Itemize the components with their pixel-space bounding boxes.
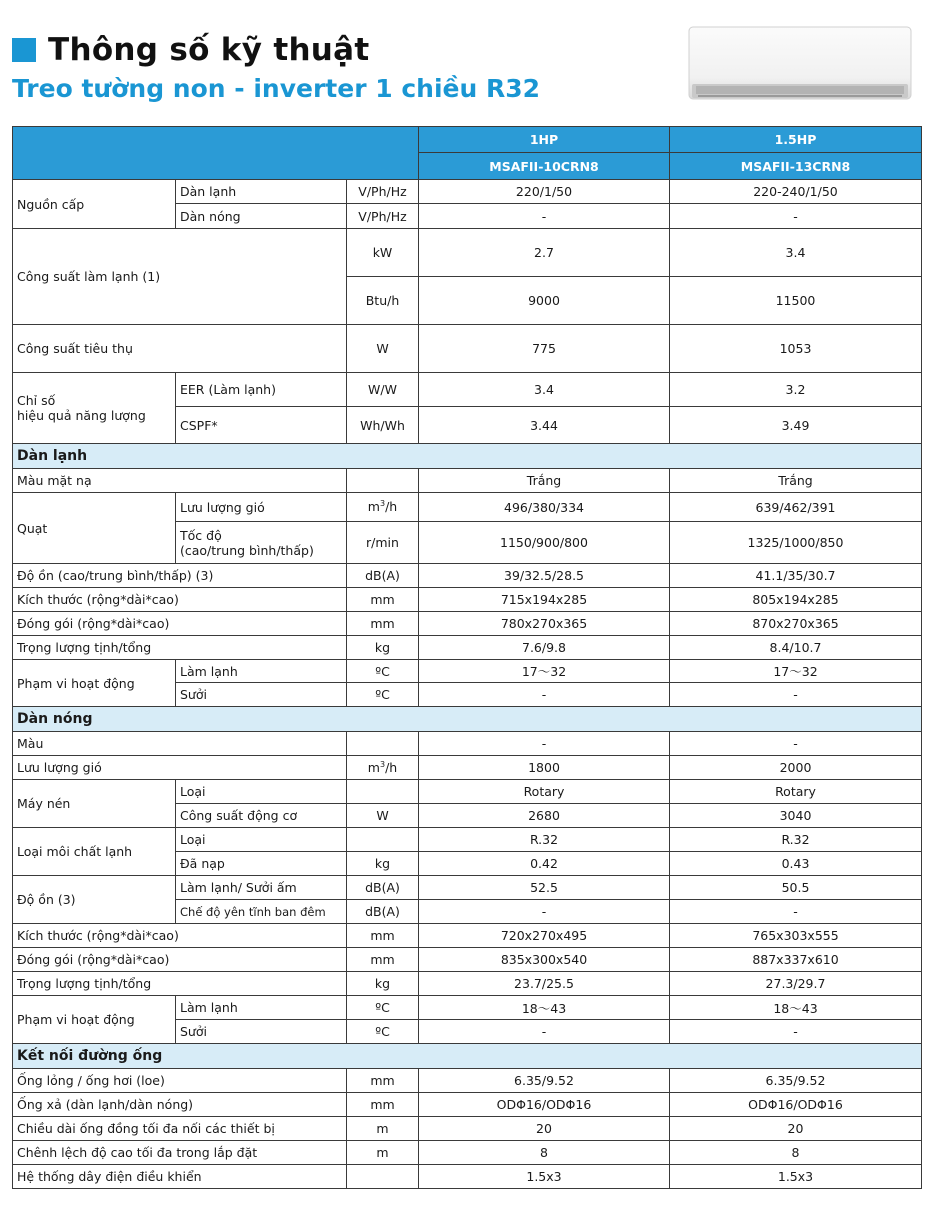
wiring-v2: 1.5x3 bbox=[670, 1165, 922, 1189]
outdoor-range-cool-v1: 18～43 bbox=[419, 996, 670, 1020]
fan-speed-label-line2: (cao/trung bình/thấp) bbox=[180, 542, 314, 558]
indoor-range-label: Phạm vi hoạt động bbox=[13, 660, 176, 707]
indoor-range-cool-unit: ºC bbox=[347, 660, 419, 683]
refrigerant-charge-label: Đã nạp bbox=[176, 852, 347, 876]
indoor-range-heat-v1: - bbox=[419, 683, 670, 707]
indoor-range-cool-label: Làm lạnh bbox=[176, 660, 347, 683]
outdoor-range-heat-v1: - bbox=[419, 1020, 670, 1044]
outdoor-section-title: Dàn nóng bbox=[13, 707, 922, 732]
outdoor-range-heat-v2: - bbox=[670, 1020, 922, 1044]
outdoor-packing-v1: 835x300x540 bbox=[419, 948, 670, 972]
eer-label: EER (Làm lạnh) bbox=[176, 373, 347, 407]
outdoor-packing-label: Đóng gói (rộng*dài*cao) bbox=[13, 948, 347, 972]
power-supply-indoor-unit: V/Ph/Hz bbox=[347, 180, 419, 204]
pipe-drain-unit: mm bbox=[347, 1093, 419, 1117]
refrigerant-type-v1: R.32 bbox=[419, 828, 670, 852]
indoor-range-heat-unit: ºC bbox=[347, 683, 419, 707]
outdoor-range-cool-label: Làm lạnh bbox=[176, 996, 347, 1020]
outdoor-noise-normal-unit: dB(A) bbox=[347, 876, 419, 900]
indoor-noise-v1: 39/32.5/28.5 bbox=[419, 564, 670, 588]
indoor-range-heat-v2: - bbox=[670, 683, 922, 707]
power-input-label: Công suất tiêu thụ bbox=[13, 325, 347, 373]
indoor-dimension-unit: mm bbox=[347, 588, 419, 612]
model-hp-2: 1.5HP bbox=[670, 127, 922, 153]
cooling-capacity-btu-v1: 9000 bbox=[419, 277, 670, 325]
indoor-noise-v2: 41.1/35/30.7 bbox=[670, 564, 922, 588]
compressor-type-v2: Rotary bbox=[670, 780, 922, 804]
power-supply-outdoor-v1: - bbox=[419, 204, 670, 229]
pipe-max-height-unit: m bbox=[347, 1141, 419, 1165]
compressor-power-unit: W bbox=[347, 804, 419, 828]
wiring-v1: 1.5x3 bbox=[419, 1165, 670, 1189]
cooling-capacity-kw-unit: kW bbox=[347, 229, 419, 277]
compressor-power-label: Công suất động cơ bbox=[176, 804, 347, 828]
outdoor-noise-normal-v1: 52.5 bbox=[419, 876, 670, 900]
cooling-capacity-btu-v2: 11500 bbox=[670, 277, 922, 325]
pipe-liquid-gas-v2: 6.35/9.52 bbox=[670, 1069, 922, 1093]
header-blank bbox=[13, 127, 419, 180]
eer-v1: 3.4 bbox=[419, 373, 670, 407]
wiring-unit bbox=[347, 1165, 419, 1189]
outdoor-airflow-v1: 1800 bbox=[419, 756, 670, 780]
indoor-weight-v1: 7.6/9.8 bbox=[419, 636, 670, 660]
cspf-v2: 3.49 bbox=[670, 407, 922, 444]
outdoor-color-unit bbox=[347, 732, 419, 756]
pipe-max-height-v1: 8 bbox=[419, 1141, 670, 1165]
eer-unit: W/W bbox=[347, 373, 419, 407]
pipe-drain-label: Ống xả (dàn lạnh/dàn nóng) bbox=[13, 1093, 347, 1117]
fan-airflow-v2: 639/462/391 bbox=[670, 493, 922, 522]
indoor-packing-v1: 780x270x365 bbox=[419, 612, 670, 636]
title-marker bbox=[12, 38, 36, 62]
refrigerant-type-label: Loại bbox=[176, 828, 347, 852]
outdoor-color-label: Màu bbox=[13, 732, 347, 756]
model-hp-1: 1HP bbox=[419, 127, 670, 153]
fan-airflow-unit: $m^3/h$ bbox=[347, 493, 419, 522]
outdoor-range-label: Phạm vi hoạt động bbox=[13, 996, 176, 1044]
panel-color-unit bbox=[347, 469, 419, 493]
fan-speed-v1: 1150/900/800 bbox=[419, 522, 670, 564]
outdoor-airflow-label: Lưu lượng gió bbox=[13, 756, 347, 780]
fan-airflow-v1: 496/380/334 bbox=[419, 493, 670, 522]
indoor-weight-v2: 8.4/10.7 bbox=[670, 636, 922, 660]
outdoor-packing-unit: mm bbox=[347, 948, 419, 972]
outdoor-packing-v2: 887x337x610 bbox=[670, 948, 922, 972]
indoor-dimension-label: Kích thước (rộng*dài*cao) bbox=[13, 588, 347, 612]
indoor-range-cool-v2: 17～32 bbox=[670, 660, 922, 683]
refrigerant-type-v2: R.32 bbox=[670, 828, 922, 852]
pipe-max-length-v1: 20 bbox=[419, 1117, 670, 1141]
compressor-type-label: Loại bbox=[176, 780, 347, 804]
air-conditioner-image bbox=[688, 26, 912, 102]
indoor-noise-unit: dB(A) bbox=[347, 564, 419, 588]
compressor-type-v1: Rotary bbox=[419, 780, 670, 804]
outdoor-range-heat-unit: ºC bbox=[347, 1020, 419, 1044]
model-code-2: MSAFII-13CRN8 bbox=[670, 153, 922, 180]
fan-airflow-label: Lưu lượng gió bbox=[176, 493, 347, 522]
indoor-range-cool-v1: 17～32 bbox=[419, 660, 670, 683]
fan-speed-unit: r/min bbox=[347, 522, 419, 564]
power-supply-outdoor-v2: - bbox=[670, 204, 922, 229]
cooling-capacity-btu-unit: Btu/h bbox=[347, 277, 419, 325]
eer-v2: 3.2 bbox=[670, 373, 922, 407]
outdoor-noise-night-label: Chế độ yên tĩnh ban đêm bbox=[176, 900, 347, 924]
power-supply-indoor-v2: 220-240/1/50 bbox=[670, 180, 922, 204]
compressor-power-v2: 3040 bbox=[670, 804, 922, 828]
outdoor-color-v2: - bbox=[670, 732, 922, 756]
outdoor-dimension-label: Kích thước (rộng*dài*cao) bbox=[13, 924, 347, 948]
outdoor-weight-unit: kg bbox=[347, 972, 419, 996]
pipe-max-height-label: Chênh lệch độ cao tối đa trong lắp đặt bbox=[13, 1141, 347, 1165]
compressor-power-v1: 2680 bbox=[419, 804, 670, 828]
fan-label: Quạt bbox=[13, 493, 176, 564]
pipe-drain-v2: ODΦ16/ODΦ16 bbox=[670, 1093, 922, 1117]
power-input-unit: W bbox=[347, 325, 419, 373]
outdoor-noise-normal-label: Làm lạnh/ Sưởi ấm bbox=[176, 876, 347, 900]
pipe-max-height-v2: 8 bbox=[670, 1141, 922, 1165]
outdoor-noise-night-v1: - bbox=[419, 900, 670, 924]
compressor-label: Máy nén bbox=[13, 780, 176, 828]
refrigerant-type-unit bbox=[347, 828, 419, 852]
piping-section-title: Kết nối đường ống bbox=[13, 1044, 922, 1069]
outdoor-weight-v2: 27.3/29.7 bbox=[670, 972, 922, 996]
indoor-packing-unit: mm bbox=[347, 612, 419, 636]
pipe-max-length-v2: 20 bbox=[670, 1117, 922, 1141]
power-supply-indoor-label: Dàn lạnh bbox=[176, 180, 347, 204]
indoor-weight-label: Trọng lượng tịnh/tổng bbox=[13, 636, 347, 660]
efficiency-label bbox=[13, 373, 176, 444]
efficiency-label-line2: hiệu quả năng lượng bbox=[17, 408, 146, 423]
outdoor-noise-night-unit: dB(A) bbox=[347, 900, 419, 924]
indoor-packing-v2: 870x270x365 bbox=[670, 612, 922, 636]
wiring-label: Hệ thống dây điện điều khiển bbox=[13, 1165, 347, 1189]
indoor-range-heat-label: Sưởi bbox=[176, 683, 347, 707]
indoor-dimension-v1: 715x194x285 bbox=[419, 588, 670, 612]
outdoor-color-v1: - bbox=[419, 732, 670, 756]
refrigerant-charge-unit: kg bbox=[347, 852, 419, 876]
indoor-noise-label: Độ ồn (cao/trung bình/thấp) (3) bbox=[13, 564, 347, 588]
outdoor-noise-label: Độ ồn (3) bbox=[13, 876, 176, 924]
power-input-v2: 1053 bbox=[670, 325, 922, 373]
power-input-v1: 775 bbox=[419, 325, 670, 373]
panel-color-v1: Trắng bbox=[419, 469, 670, 493]
outdoor-noise-normal-v2: 50.5 bbox=[670, 876, 922, 900]
power-supply-outdoor-unit: V/Ph/Hz bbox=[347, 204, 419, 229]
outdoor-dimension-v2: 765x303x555 bbox=[670, 924, 922, 948]
power-supply-label: Nguồn cấp bbox=[13, 180, 176, 229]
outdoor-range-cool-v2: 18～43 bbox=[670, 996, 922, 1020]
cspf-label: CSPF* bbox=[176, 407, 347, 444]
indoor-section-title: Dàn lạnh bbox=[13, 444, 922, 469]
outdoor-dimension-unit: mm bbox=[347, 924, 419, 948]
fan-speed-label-line1: Tốc độ bbox=[180, 527, 222, 543]
cooling-capacity-kw-v1: 2.7 bbox=[419, 229, 670, 277]
pipe-max-length-label: Chiều dài ống đồng tối đa nối các thiết bị bbox=[13, 1117, 347, 1141]
outdoor-dimension-v1: 720x270x495 bbox=[419, 924, 670, 948]
panel-color-label: Màu mặt nạ bbox=[13, 469, 347, 493]
indoor-weight-unit: kg bbox=[347, 636, 419, 660]
fan-speed-v2: 1325/1000/850 bbox=[670, 522, 922, 564]
panel-color-v2: Trắng bbox=[670, 469, 922, 493]
refrigerant-label: Loại môi chất lạnh bbox=[13, 828, 176, 876]
indoor-dimension-v2: 805x194x285 bbox=[670, 588, 922, 612]
page-subtitle: Treo tường non - inverter 1 chiều R32 bbox=[12, 74, 541, 103]
cspf-unit: Wh/Wh bbox=[347, 407, 419, 444]
outdoor-airflow-v2: 2000 bbox=[670, 756, 922, 780]
compressor-type-unit bbox=[347, 780, 419, 804]
cspf-v1: 3.44 bbox=[419, 407, 670, 444]
cooling-capacity-label: Công suất làm lạnh (1) bbox=[13, 229, 347, 325]
spec-table bbox=[12, 126, 922, 1189]
refrigerant-charge-v2: 0.43 bbox=[670, 852, 922, 876]
power-supply-indoor-v1: 220/1/50 bbox=[419, 180, 670, 204]
pipe-liquid-gas-label: Ống lỏng / ống hơi (loe) bbox=[13, 1069, 347, 1093]
pipe-liquid-gas-v1: 6.35/9.52 bbox=[419, 1069, 670, 1093]
pipe-drain-v1: ODΦ16/ODΦ16 bbox=[419, 1093, 670, 1117]
cooling-capacity-kw-v2: 3.4 bbox=[670, 229, 922, 277]
outdoor-range-cool-unit: ºC bbox=[347, 996, 419, 1020]
outdoor-noise-night-v2: - bbox=[670, 900, 922, 924]
title-row bbox=[12, 30, 370, 70]
outdoor-airflow-unit: $m^3/h$ bbox=[347, 756, 419, 780]
refrigerant-charge-v1: 0.42 bbox=[419, 852, 670, 876]
pipe-max-length-unit: m bbox=[347, 1117, 419, 1141]
page-title: Thông số kỹ thuật bbox=[48, 32, 370, 68]
outdoor-range-heat-label: Sưởi bbox=[176, 1020, 347, 1044]
outdoor-weight-label: Trọng lượng tịnh/tổng bbox=[13, 972, 347, 996]
power-supply-outdoor-label: Dàn nóng bbox=[176, 204, 347, 229]
model-code-1: MSAFII-10CRN8 bbox=[419, 153, 670, 180]
efficiency-label-line1: Chỉ số bbox=[17, 393, 56, 408]
pipe-liquid-gas-unit: mm bbox=[347, 1069, 419, 1093]
outdoor-weight-v1: 23.7/25.5 bbox=[419, 972, 670, 996]
indoor-packing-label: Đóng gói (rộng*dài*cao) bbox=[13, 612, 347, 636]
fan-speed-label bbox=[176, 522, 347, 564]
